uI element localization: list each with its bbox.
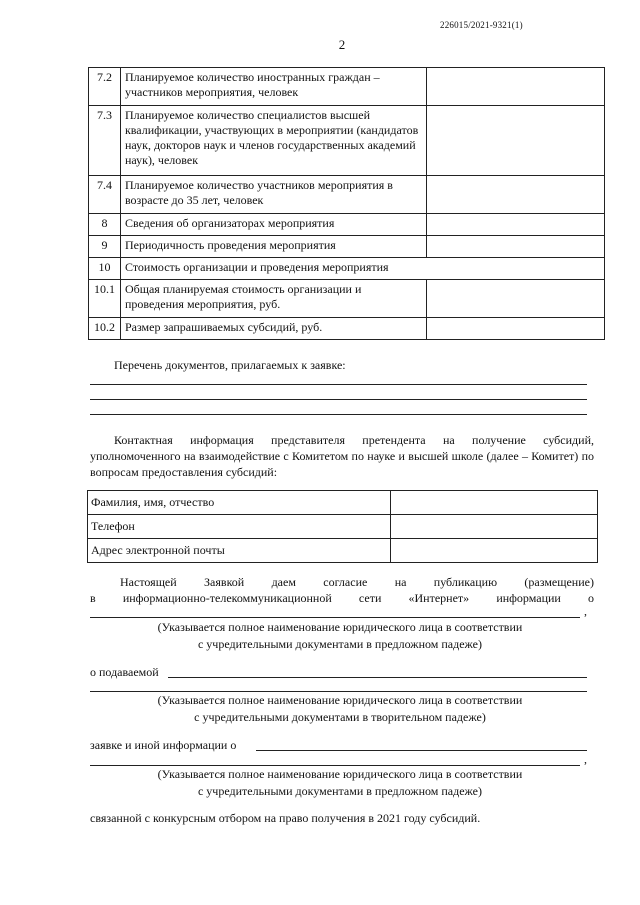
- hint-line: с учредительными документами в предложном падеже): [197, 784, 483, 798]
- contact-intro: Контактная информация представителя претендента на получение субсидий, уполномоченного на взаимодействие с Комитетом по науке и высшей школе (далее – Комитет) по вопросам предоставления субсидий:: [90, 433, 594, 479]
- row-number: 10.1: [89, 280, 121, 318]
- consent-word: сети: [358, 591, 382, 605]
- row-number: 8: [89, 214, 121, 236]
- consent-word: даем: [271, 575, 296, 589]
- table-row: [89, 280, 605, 318]
- table-row: [89, 236, 605, 258]
- hint-line: с учредительными документами в творительном падеже): [194, 710, 486, 724]
- page-number: 2: [338, 37, 346, 52]
- event-info-table: [88, 67, 605, 340]
- row-number: 7.3: [89, 106, 121, 176]
- row-value-cell[interactable]: [426, 280, 604, 318]
- documents-line[interactable]: [90, 399, 587, 400]
- table-row: [88, 491, 598, 515]
- row-label: Планируемое количество иностранных граждан – участников мероприятия, человек: [120, 68, 426, 106]
- table-row: [89, 258, 605, 280]
- consent-word: согласие: [323, 575, 368, 589]
- hint-prepositional-2: [90, 766, 590, 800]
- consent-word: о: [588, 591, 594, 605]
- table-row: [88, 515, 598, 539]
- row-label: Стоимость организации и проведения мероприятия: [120, 258, 604, 280]
- email-field[interactable]: [391, 539, 598, 563]
- row-label: Периодичность проведения мероприятия: [120, 236, 426, 258]
- consent-line-2: [90, 590, 594, 606]
- consent-line-1: [120, 574, 594, 590]
- hint-line: (Указывается полное наименование юридического лица в соответствии: [157, 767, 523, 781]
- consent-word: Заявкой: [204, 575, 245, 589]
- row-value-cell[interactable]: [426, 214, 604, 236]
- consent-word: информации: [496, 591, 561, 605]
- consent-word: на: [394, 575, 407, 589]
- row-value-cell[interactable]: [426, 176, 604, 214]
- consent-word: публикацию: [433, 575, 498, 589]
- contact-label: Адрес электронной почты: [88, 539, 391, 563]
- documents-intro: Перечень документов, прилагаемых к заявке:: [114, 358, 346, 372]
- consent-word: информационно-телекоммуникационной: [122, 591, 332, 605]
- table-row: [89, 176, 605, 214]
- document-number: 226015/2021-9321(1): [440, 20, 523, 30]
- row-value-cell[interactable]: [426, 318, 604, 340]
- consent-word: «Интернет»: [408, 591, 470, 605]
- row-number: 9: [89, 236, 121, 258]
- hint-line: (Указывается полное наименование юридического лица в соответствии: [157, 693, 523, 707]
- documents-line[interactable]: [90, 414, 587, 415]
- organization-name-line[interactable]: [90, 617, 580, 618]
- comma: ,: [584, 604, 587, 618]
- row-label: Размер запрашиваемых субсидий, руб.: [120, 318, 426, 340]
- row-number: 10.2: [89, 318, 121, 340]
- documents-line[interactable]: [90, 384, 587, 385]
- table-row: [89, 68, 605, 106]
- row-number: 10: [89, 258, 121, 280]
- hint-line: с учредительными документами в предложном падеже): [197, 637, 483, 651]
- row-value-cell[interactable]: [426, 68, 604, 106]
- full-name-field[interactable]: [391, 491, 598, 515]
- row-label: Планируемое количество участников мероприятия в возрасте до 35 лет, человек: [120, 176, 426, 214]
- table-row: [89, 106, 605, 176]
- row-number: 7.2: [89, 68, 121, 106]
- application-label: заявке и иной информации о: [90, 738, 237, 752]
- submitted-label: о подаваемой: [90, 665, 159, 679]
- row-label: Планируемое количество специалистов высшей квалификации, участвующих в мероприятии (кандидатов наук, докторов наук и членов государственных академий наук), человек: [120, 106, 426, 176]
- hint-line: (Указывается полное наименование юридического лица в соответствии: [157, 620, 523, 634]
- consent-word: (размещение): [524, 575, 594, 589]
- phone-field[interactable]: [391, 515, 598, 539]
- hint-instrumental: [90, 692, 590, 726]
- row-value-cell[interactable]: [426, 236, 604, 258]
- consent-word: Настоящей: [120, 575, 177, 589]
- consent-word: в: [90, 591, 96, 605]
- application-name-line[interactable]: [256, 750, 587, 751]
- contact-label: Телефон: [88, 515, 391, 539]
- contact-label: Фамилия, имя, отчество: [88, 491, 391, 515]
- comma: ,: [584, 752, 587, 766]
- closing-statement: связанной с конкурсным отбором на право получения в 2021 году субсидий.: [90, 811, 481, 825]
- row-label: Сведения об организаторах мероприятия: [120, 214, 426, 236]
- contact-table: [87, 490, 598, 563]
- table-row: [88, 539, 598, 563]
- table-row: [89, 318, 605, 340]
- row-value-cell[interactable]: [426, 106, 604, 176]
- row-number: 7.4: [89, 176, 121, 214]
- row-label: Общая планируемая стоимость организации и проведения мероприятия, руб.: [120, 280, 426, 318]
- submitted-name-line[interactable]: [168, 677, 587, 678]
- table-row: [89, 214, 605, 236]
- hint-prepositional: [90, 619, 590, 653]
